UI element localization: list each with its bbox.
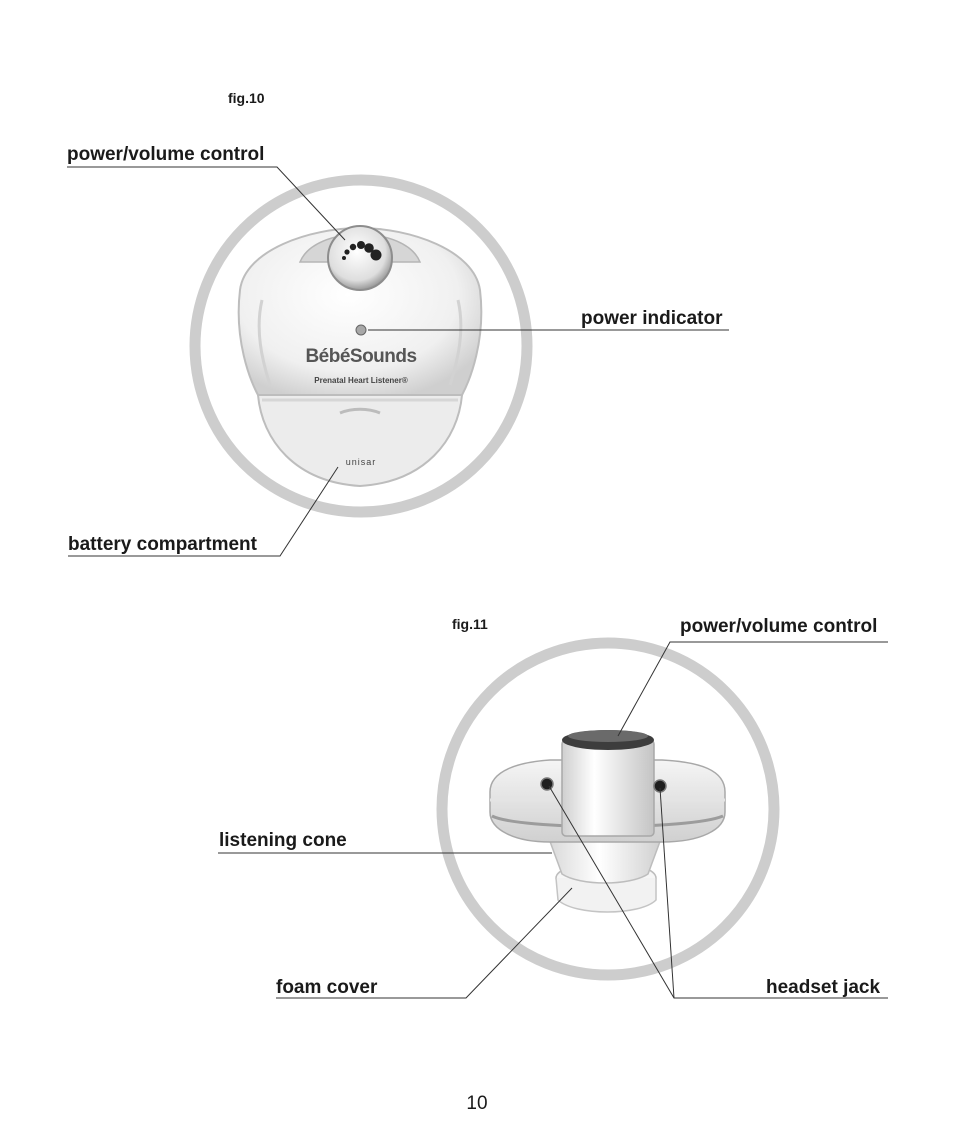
- power-indicator-led: [356, 325, 366, 335]
- fig10-label: fig.10: [228, 90, 265, 106]
- fig11-foam-cover-callout: foam cover: [276, 977, 378, 998]
- fig11-label: fig.11: [452, 616, 488, 632]
- unisar-maker-mark: unisar: [345, 457, 377, 467]
- left-headset-jack: [541, 778, 553, 790]
- bebesounds-logo: BébéSounds: [305, 346, 417, 367]
- page-number: 10: [466, 1093, 488, 1114]
- fig10-power-volume-callout: power/volume control: [67, 144, 265, 165]
- fig10-volume-knob: [328, 226, 392, 290]
- fig11-headset-jack-callout: headset jack: [766, 977, 881, 998]
- fig11-power-volume-callout: power/volume control: [680, 616, 878, 637]
- fig11-listening-cone-callout: listening cone: [219, 830, 347, 851]
- fig10-power-indicator-callout: power indicator: [581, 308, 723, 329]
- fig10-battery-compartment-callout: battery compartment: [68, 534, 257, 555]
- device-subtitle: Prenatal Heart Listener®: [314, 376, 408, 385]
